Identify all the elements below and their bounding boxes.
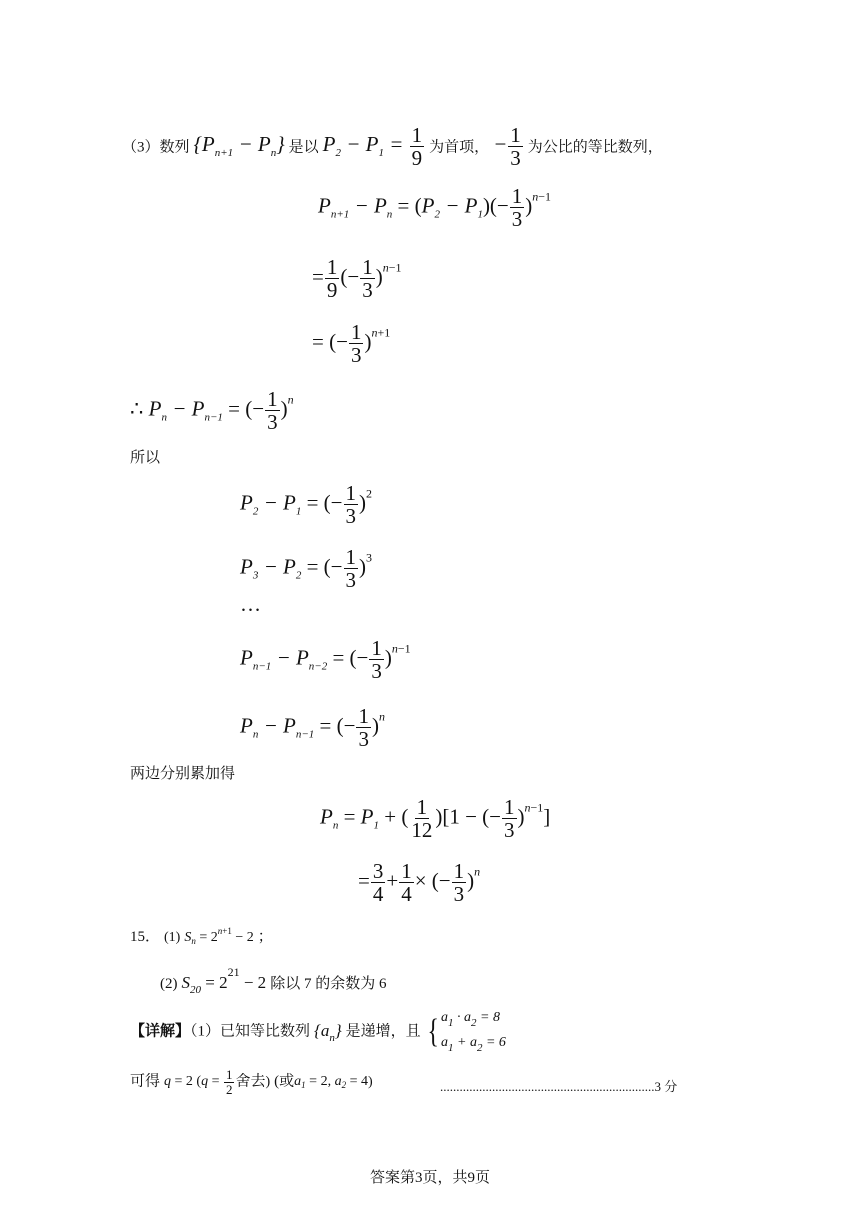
sum-text: 两边分别累加得 — [130, 766, 236, 782]
first-term-expression: $P_2 - P_1$ = $\frac{1}{9}$ — [322, 123, 423, 171]
difference-line-1: $P_2 - P_1$ = (− $\frac{1}{3}$ )$^2$ — [240, 481, 373, 529]
q15-part2 — [160, 965, 386, 996]
equation-line-3: = (− $\frac{1}{3}$ )$^{n+1}$ — [312, 320, 391, 368]
can-get-text: 可得 — [130, 1073, 161, 1090]
discard-text: 舍去 — [235, 1073, 266, 1090]
therefore-symbol: ∴ — [130, 396, 144, 421]
result-line-2: = $\frac{3}{4}$ + $\frac{1}{4}$ × (− $\frac{1}{3}$ )$^n$ — [358, 859, 481, 907]
part3-label: （3）数列 — [122, 139, 190, 156]
difference-line-3: $P_{n-1} - P_{n-2}$ = (− $\frac{1}{3}$ )$^{n-1}$ — [240, 636, 411, 684]
sequence-expression: $\{P_{n+1} - P_n\}$ — [193, 132, 285, 160]
detail-mid: 是递增，且 — [345, 1023, 421, 1040]
difference-line-4: $P_n - P_{n-1}$ = (− $\frac{1}{3}$ )$^n$ — [240, 704, 385, 752]
q15-conclusion — [130, 1068, 373, 1096]
page-footer: 答案第3页，共9页 — [369, 1170, 490, 1186]
score-line: ..................................................................3 分 — [440, 1079, 678, 1094]
result-line-1: $P_n = P_1$ + ( $\frac{1}{12}$ )[1 − (− $\frac{1}{3}$ )$^{n-1}$] — [320, 795, 551, 843]
part3-intro — [122, 124, 663, 169]
detail-label: 【详解】 — [130, 1023, 191, 1040]
q15-p1-suffix: ； — [257, 929, 273, 945]
ratio-expression: − $\frac{1}{3}$ — [493, 123, 521, 171]
ellipsis: … — [240, 592, 261, 616]
q15-label: 15． — [130, 929, 161, 945]
close-paren-2: ) — [367, 1074, 373, 1090]
system-row-2: $a_1 + a_2 = 6$ — [441, 1035, 506, 1055]
first-term-label: 为首项， — [429, 139, 490, 156]
part3-mid-text: 是以 — [288, 139, 319, 156]
q15-detail — [130, 1007, 506, 1057]
q15-p2-text: 除以 7 的余数为 6 — [270, 976, 387, 992]
ratio-label: 为公比的等比数列， — [527, 139, 663, 156]
q15-p1-formula: $S_n = 2^{n+1} - 2$ — [184, 926, 254, 946]
system-row-1: $a_1 \cdot a_2 = 8$ — [441, 1010, 500, 1029]
or-text: (或 — [274, 1073, 295, 1090]
q15-p1-prefix: (1) — [164, 930, 181, 945]
suoyi-text: 所以 — [130, 450, 161, 466]
equation-line-2: = $\frac{1}{9}$ (− $\frac{1}{3}$ )$^{n-1}$ — [312, 255, 402, 303]
equation-line-1: $P_{n+1} - P_n = (P_2 - P_1)(-$ $\frac{1}{3}$ )$^{n-1}$ — [318, 184, 552, 232]
q15-p2-prefix: (2) — [160, 976, 178, 992]
detail-sequence: $\{a_n\}$ — [314, 1020, 342, 1044]
difference-line-2: $P_3 - P_2$ = (− $\frac{1}{3}$ )$^3$ — [240, 545, 373, 593]
q15-part1 — [130, 925, 273, 946]
detail-text: （1）已知等比数列 — [190, 1023, 311, 1040]
a-values: $a_1 = 2$, $a_2 = 4$ — [294, 1074, 368, 1091]
therefore-line: ∴ $P_n - P_{n-1}$ = (− $\frac{1}{3}$ )$^n$ — [130, 387, 294, 435]
close-paren-1: ) — [265, 1074, 271, 1090]
equation-system: { $a_1 \cdot a_2 = 8$ $a_1 + a_2 = 6$ — [425, 1007, 506, 1057]
q15-p2-formula: $S_{20} = 2^{21} - 2$ — [181, 965, 267, 996]
q-value: q = 2 (q = $\frac{1}{2}$ — [164, 1067, 233, 1097]
